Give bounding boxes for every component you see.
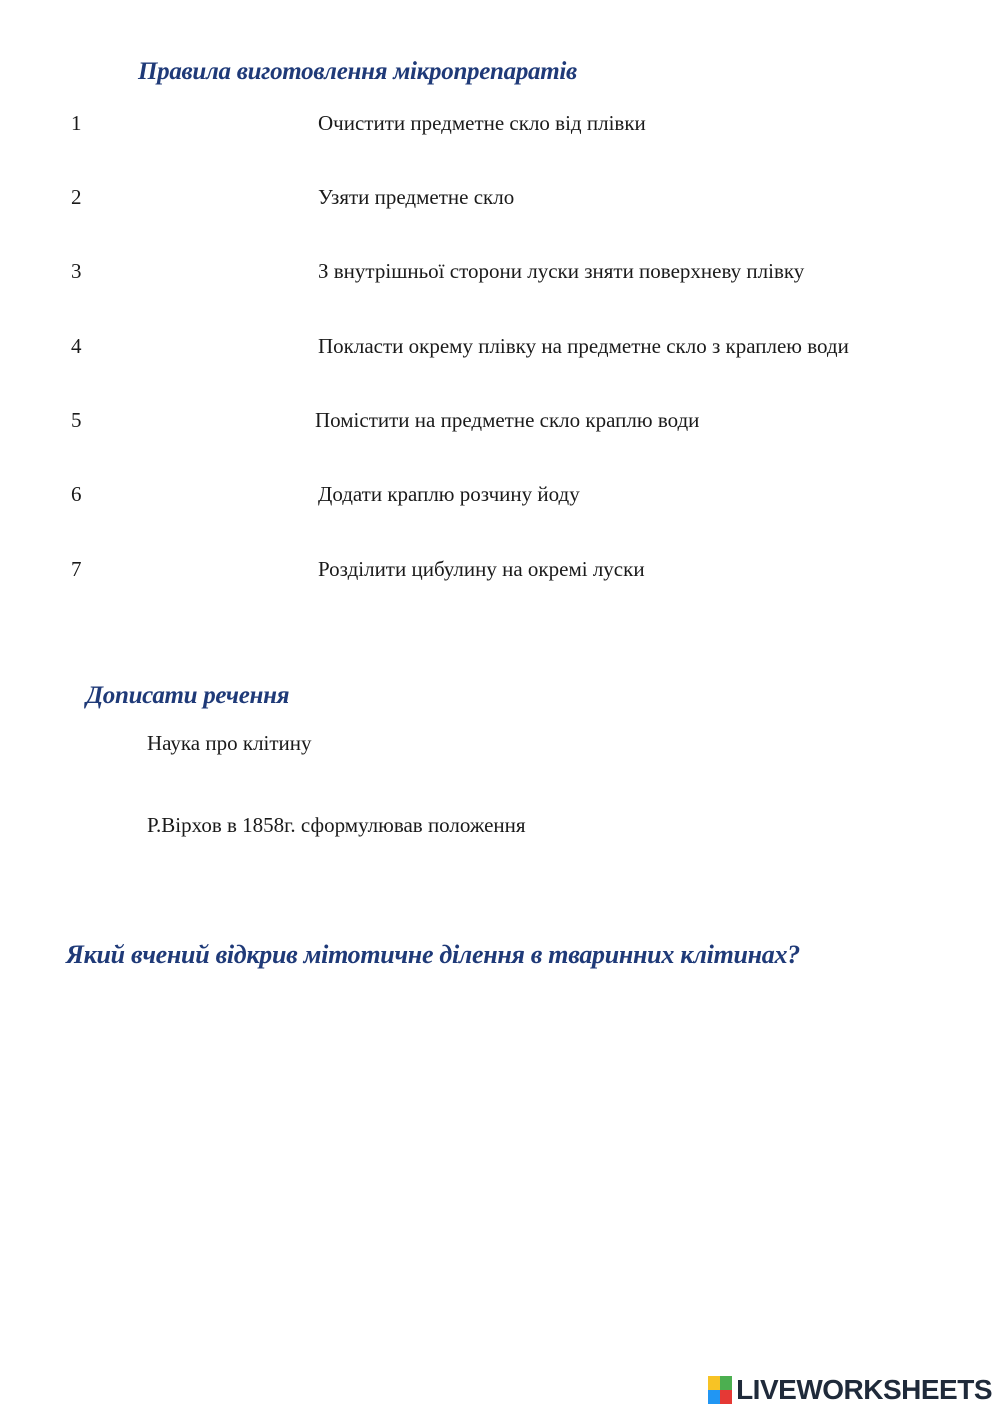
complete-sentences-title: Дописати речення [86, 682, 290, 709]
logo-square [708, 1376, 720, 1390]
step-text[interactable]: Додати краплю розчину йоду [318, 482, 580, 506]
step-number: 1 [71, 111, 82, 135]
logo-square [708, 1390, 720, 1404]
step-number: 6 [71, 482, 82, 506]
step-text[interactable]: Помістити на предметне скло краплю води [315, 408, 700, 432]
step-text[interactable]: Очистити предметне скло від плівки [318, 111, 646, 135]
sentence-prompt: Р.Вірхов в 1858г. сформулював положення [147, 813, 526, 837]
step-number: 5 [71, 408, 82, 432]
rules-title: Правила виготовлення мікропрепаратів [138, 58, 577, 85]
sentence-prompt: Наука про клітину [147, 731, 312, 755]
logo-square [720, 1376, 732, 1390]
logo-square [720, 1390, 732, 1404]
step-text[interactable]: З внутрішньої сторони луски зняти поверхневу плівку [318, 259, 805, 283]
logo-mark-icon [708, 1376, 732, 1404]
step-text[interactable]: Покласти окрему плівку на предметне скло з краплею води [318, 334, 849, 358]
step-text[interactable]: Узяти предметне скло [318, 185, 515, 209]
liveworksheets-logo [708, 1373, 992, 1407]
step-text[interactable]: Розділити цибулину на окремі луски [318, 557, 645, 581]
step-number: 4 [71, 334, 82, 358]
step-number: 3 [71, 259, 82, 283]
step-number: 7 [71, 557, 82, 581]
step-number: 2 [71, 185, 82, 209]
question-title: Який вчений відкрив мітотичне ділення в тваринних клітинах? [66, 940, 800, 969]
logo-text: LIVEWORKSHEETS [736, 1374, 992, 1405]
